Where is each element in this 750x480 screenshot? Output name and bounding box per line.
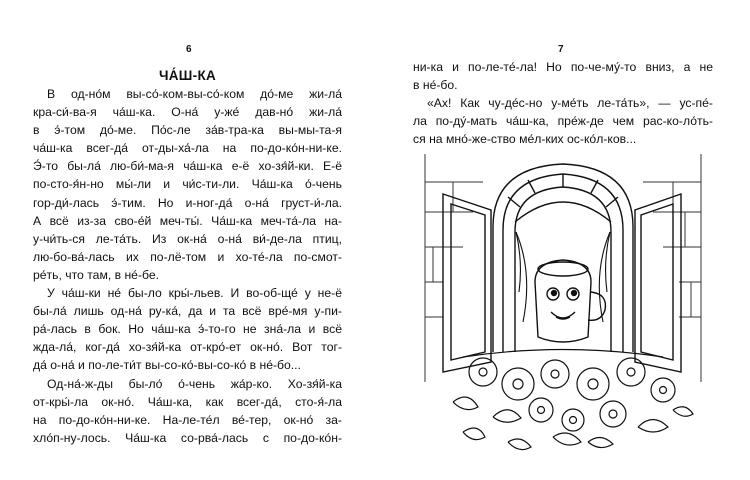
window-shutters <box>443 194 681 372</box>
text-line: в э́-том до́-ме. По́с-ле за́в-тра-ка вы-мы-та-я <box>33 123 342 138</box>
text-line: Од-на́-ж-ды бы-ло́ о́-чень жа́р-ко. Хо-зя́й-ка <box>47 376 342 391</box>
cup-character <box>535 260 605 342</box>
text-line: по-сто-я́н-но мы́-ли и чи́с-ти-ли. Ча́ш-ка о́-чень <box>33 177 342 192</box>
text-line: в не́-бо. <box>413 78 458 93</box>
text-line: хло́п-ну-лось. Ча́ш-ка со-рва́-лась с по-до-ко́н- <box>33 430 342 445</box>
page-number-left: 6 <box>186 44 192 55</box>
curtains <box>516 232 610 322</box>
right-page-text <box>413 58 713 148</box>
text-line: от-кры́-ла ок-но́. Ча́ш-ка, как всег-да́, сто-я́-ла <box>33 394 342 409</box>
text-line: да́ о-на́ и по-ле-ти́т вы-со-ко́-вы-со-ко́ в не́-бо... <box>33 358 301 373</box>
text-line: у-чи́ть-ся ле-та́ть. Из ок-на́ о-на́ ви́-де-ла птиц, <box>33 231 342 246</box>
text-line: А всё из-за сво-е́й меч-ты́. Ча́ш-ка меч-та́-ла на- <box>33 213 342 228</box>
text-line: В од-но́м вы-со́-ком-вы-со́-ком до́-ме жи-ла́ <box>47 87 342 101</box>
brick-wall <box>425 154 701 382</box>
story-title: ЧА́Ш-КА <box>158 68 217 83</box>
text-line: кра-си́-ва-я ча́ш-ка. О-на́ у-же́ дав-но́ жи-ла́ <box>33 105 342 120</box>
text-line: ре́ть, что там, в не́-бе. <box>33 267 160 282</box>
text-line: ла по-ду́-мать ча́ш-ка, пре́ж-де чем рас-ко-ло́ть- <box>413 114 713 129</box>
left-page-text <box>33 85 342 447</box>
flower-box <box>453 350 693 450</box>
text-line: ся на мно́-же-ство ме́л-ких ос-ко́л-ков... <box>413 132 637 147</box>
text-line: гор-ди́-лась э́-тим. Но и-ног-да́ о-на́ груст-и́-ла. <box>33 195 342 210</box>
right-page <box>375 0 750 480</box>
text-line: ни-ка и по-ле-те́-ла! Но по-че-му́-то вниз, а не <box>413 60 713 74</box>
text-line: жда-ла́, ког-да́ хо-зя́й-ка от-кро́-ет ок-но́. Вот тог- <box>33 340 342 355</box>
page-number-right: 7 <box>558 44 564 55</box>
text-line: Э́-то бы-ла́ лю-би́-ма-я ча́ш-ка е-ё хо-зя́й-ки. Е-ё <box>33 159 342 174</box>
text-line: лю-бо-ва́-лась их по-лё-том и хо-те́-ла по-смот- <box>33 249 342 264</box>
text-line: «Ах! Как чу-де́с-но у-ме́ть ле-та́ть», — ус-пе́- <box>427 96 713 111</box>
window-frame <box>493 164 633 352</box>
text-line: У ча́ш-ки не́ бы-ло кры́-льев. И во-об-ще́ у не-ё <box>47 286 342 301</box>
text-line: ра́-лась в бок. Но ча́ш-ка э́-то-го не зна́-ла и всё <box>33 322 342 337</box>
cup-in-window-illustration <box>423 152 703 462</box>
text-line: бы-ла́ лишь од-на́ ру-ка́, да и та всё вре́-мя у-пи- <box>33 304 342 319</box>
text-line: ча́ш-ка всег-да́ от-ды-ха́-ла на по-до-ко́н-ни-ке. <box>33 141 342 156</box>
text-line: на по-до-ко́н-ни-ке. На-ле-те́л ве́-тер, ок-но́ за- <box>33 412 342 427</box>
